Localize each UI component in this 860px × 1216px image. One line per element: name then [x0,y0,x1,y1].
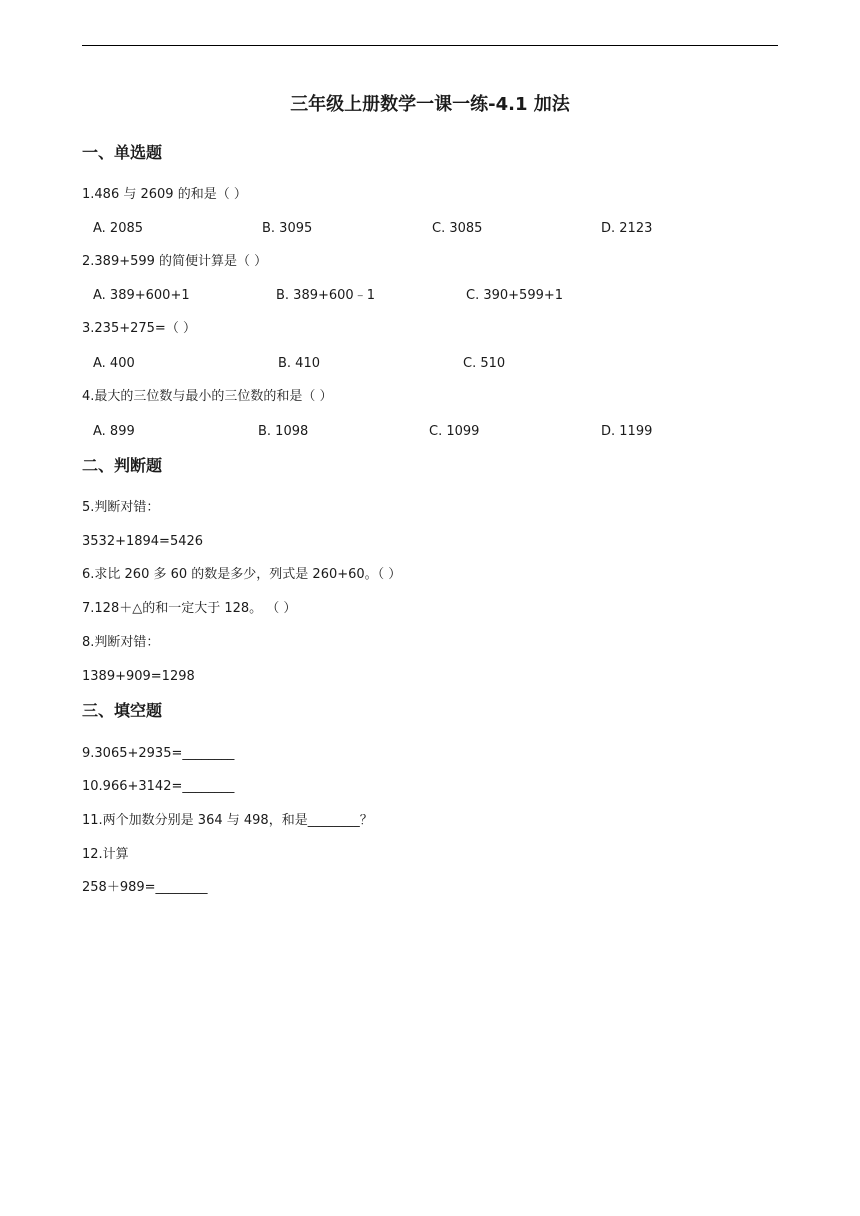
q2-option-c: C. 390+599+1 [466,288,564,303]
section-heading-true-false: 二、判断题 [82,456,163,475]
question-11: 11.两个加数分别是 364 与 498，和是________？ [82,813,373,828]
question-7: 7.128＋△的和一定大于 128。 （ ） [82,601,297,616]
q3-option-a: A. 400 [93,356,135,371]
question-10: 10.966+3142=________ [82,779,235,794]
question-3: 3.235+275=（ ） [82,321,196,336]
question-4: 4.最大的三位数与最小的三位数的和是（ ） [82,389,333,404]
question-5-expression: 3532+1894=5426 [82,534,204,549]
page-title: 三年级上册数学一课一练-4.1 加法 [290,94,570,115]
q4-option-c: C. 1099 [429,424,480,439]
question-12: 12.计算 [82,847,129,862]
q1-option-a: A. 2085 [93,221,144,236]
q4-option-a: A. 899 [93,424,135,439]
q2-option-a: A. 389+600+1 [93,288,190,303]
question-8: 8.判断对错： [82,635,160,650]
q1-option-d: D. 2123 [601,221,653,236]
question-2: 2.389+599 的简便计算是（ ） [82,254,268,269]
q1-option-c: C. 3085 [432,221,483,236]
question-6: 6.求比 260 多 60 的数是多少，列式是 260+60。（ ） [82,567,402,582]
q3-option-c: C. 510 [463,356,506,371]
question-1: 1.486 与 2609 的和是（ ） [82,187,247,202]
question-5: 5.判断对错： [82,500,160,515]
header-rule [82,45,778,46]
question-9: 9.3065+2935=________ [82,746,235,761]
question-8-expression: 1389+909=1298 [82,669,195,684]
section-heading-fill-blank: 三、填空题 [82,701,163,720]
section-heading-single-choice: 一、单选题 [82,143,163,162]
q2-option-b: B. 389+600﹣1 [276,288,375,303]
q1-option-b: B. 3095 [262,221,313,236]
q4-option-b: B. 1098 [258,424,309,439]
question-12-expression: 258＋989=________ [82,880,208,895]
q4-option-d: D. 1199 [601,424,653,439]
q3-option-b: B. 410 [278,356,320,371]
